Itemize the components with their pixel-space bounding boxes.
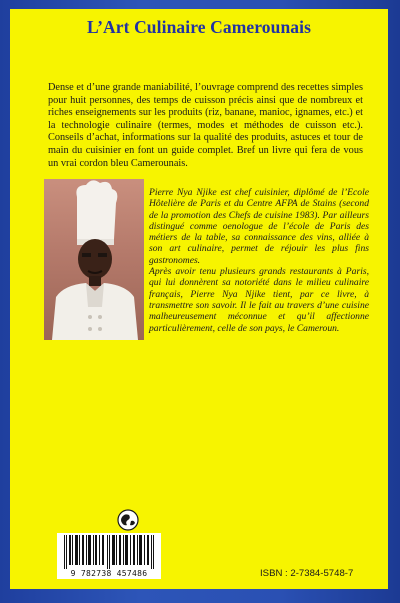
author-bio-paragraph-2: Après avoir tenu plusieurs grands restaurants à Paris, qui lui donnèrent sa notoriété dans le milieu culinaire français, Pierre Nya Njike tient, par ce livre, à transmettre son savoir. Il le fait au travers d’une cuisine malheureusement méconnue et qu’il affectionne particulièrement, celle de son pays, le Cameroun. [149, 266, 369, 334]
barcode-bars [57, 533, 161, 571]
book-title: L’Art Culinaire Camerounais [86, 17, 312, 37]
publisher-globe-logo [117, 509, 139, 531]
yellow-panel [10, 9, 388, 589]
author-bio-paragraph-1: Pierre Nya Njike est chef cuisinier, diplômé de l’Ecole Hôtelière de Paris et du Centre AFPA de Stains (second de la promotion des Chefs de cuisine 1983). Par ailleurs distingué comme oenologue de l’école de Paris des métiers de la table, sa connaissance des vins, alliée à son art culinaire, permet de réjouir les plus fins gastronomes. [149, 187, 369, 266]
chef-portrait-photo [44, 179, 144, 340]
barcode-number: 9 782738 457486 [57, 569, 161, 578]
globe-icon [117, 509, 139, 531]
intro-paragraph: Dense et d’une grande maniabilité, l’ouvrage comprend des recettes simples pour huit personnes, des temps de cuisson précis ainsi que de nombreux et riches enseignements sur les produits (riz, banane, manioc, ignames, etc.) et la technologie culinaire (termes, modes et méthodes de cuisson etc.). Conseils d’achat, informations sur la qualité des produits, astuces et tour de main du cuisinier en font un guide complet. Bref un livre qui fera de vous un vrai cordon bleu Camerounais. [48, 82, 363, 169]
author-bio [149, 187, 369, 334]
chef-portrait-illustration [44, 179, 144, 340]
barcode [57, 533, 161, 579]
isbn-label: ISBN : 2-7384-5748-7 [260, 568, 354, 579]
